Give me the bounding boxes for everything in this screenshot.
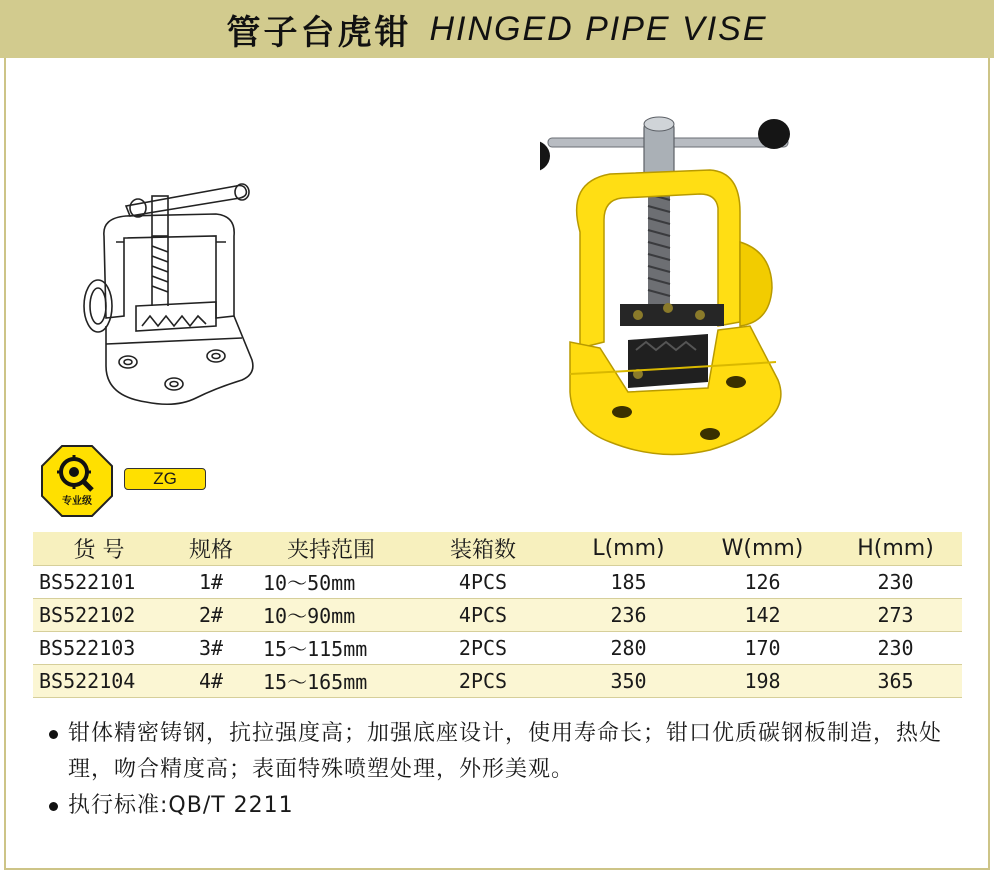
professional-grade-badge [40, 444, 114, 518]
table-cell: 350 [561, 664, 696, 697]
table-cell: 4PCS [405, 598, 561, 631]
column-header-height: H(mm) [829, 532, 962, 565]
table-cell: 230 [829, 565, 962, 598]
badge-label: 专业级 [62, 496, 92, 507]
table-cell: 4# [165, 664, 257, 697]
column-header-width: W(mm) [696, 532, 829, 565]
title-chinese: 管子台虎钳 [226, 12, 412, 53]
bullet-icon [38, 716, 68, 788]
table-header-row [33, 532, 962, 565]
table-cell: 10～50mm [257, 565, 405, 598]
table-cell: 2# [165, 598, 257, 631]
feature-notes [38, 716, 968, 824]
table-cell: 2PCS [405, 664, 561, 697]
table-cell: 365 [829, 664, 962, 697]
table-cell: 15～115mm [257, 631, 405, 664]
table-cell: 4PCS [405, 565, 561, 598]
specification-table [33, 532, 962, 698]
table-cell: BS522104 [33, 664, 165, 697]
table-cell: 2PCS [405, 631, 561, 664]
table-cell: 236 [561, 598, 696, 631]
column-header-item-no: 货 号 [33, 532, 165, 565]
list-item [38, 788, 968, 824]
table-cell: BS522101 [33, 565, 165, 598]
column-header-clamp-range: 夹持范围 [257, 532, 405, 565]
column-header-size: 规格 [165, 532, 257, 565]
column-header-length: L(mm) [561, 532, 696, 565]
title-bar [0, 0, 994, 58]
table-cell: 280 [561, 631, 696, 664]
feature-description: 钳体精密铸钢，抗拉强度高；加强底座设计，使用寿命长；钳口优质碳钢板制造，热处理，吻合精度高；表面特殊喷塑处理，外形美观。 [68, 721, 943, 782]
table-cell: 198 [696, 664, 829, 697]
table-cell: 185 [561, 565, 696, 598]
table-row [33, 565, 962, 598]
table-row [33, 631, 962, 664]
vise-sketch-image [66, 166, 266, 416]
table-cell: 126 [696, 565, 829, 598]
table-row [33, 664, 962, 697]
table-cell: 15～165mm [257, 664, 405, 697]
table-cell: 10～90mm [257, 598, 405, 631]
table-cell: BS522103 [33, 631, 165, 664]
table-cell: 230 [829, 631, 962, 664]
table-cell: BS522102 [33, 598, 165, 631]
column-header-pack-qty: 装箱数 [405, 532, 561, 565]
list-item [38, 716, 968, 788]
table-cell: 273 [829, 598, 962, 631]
bullet-icon [38, 788, 68, 824]
standard-reference: 执行标准:QB/T 2211 [68, 793, 294, 818]
table-cell: 142 [696, 598, 829, 631]
table-cell: 3# [165, 631, 257, 664]
table-cell: 1# [165, 565, 257, 598]
table-cell: 170 [696, 631, 829, 664]
model-code-tag: ZG [124, 468, 206, 490]
title-english: HINGED PIPE VISE [429, 9, 768, 48]
table-row [33, 598, 962, 631]
vise-product-image [540, 112, 820, 492]
